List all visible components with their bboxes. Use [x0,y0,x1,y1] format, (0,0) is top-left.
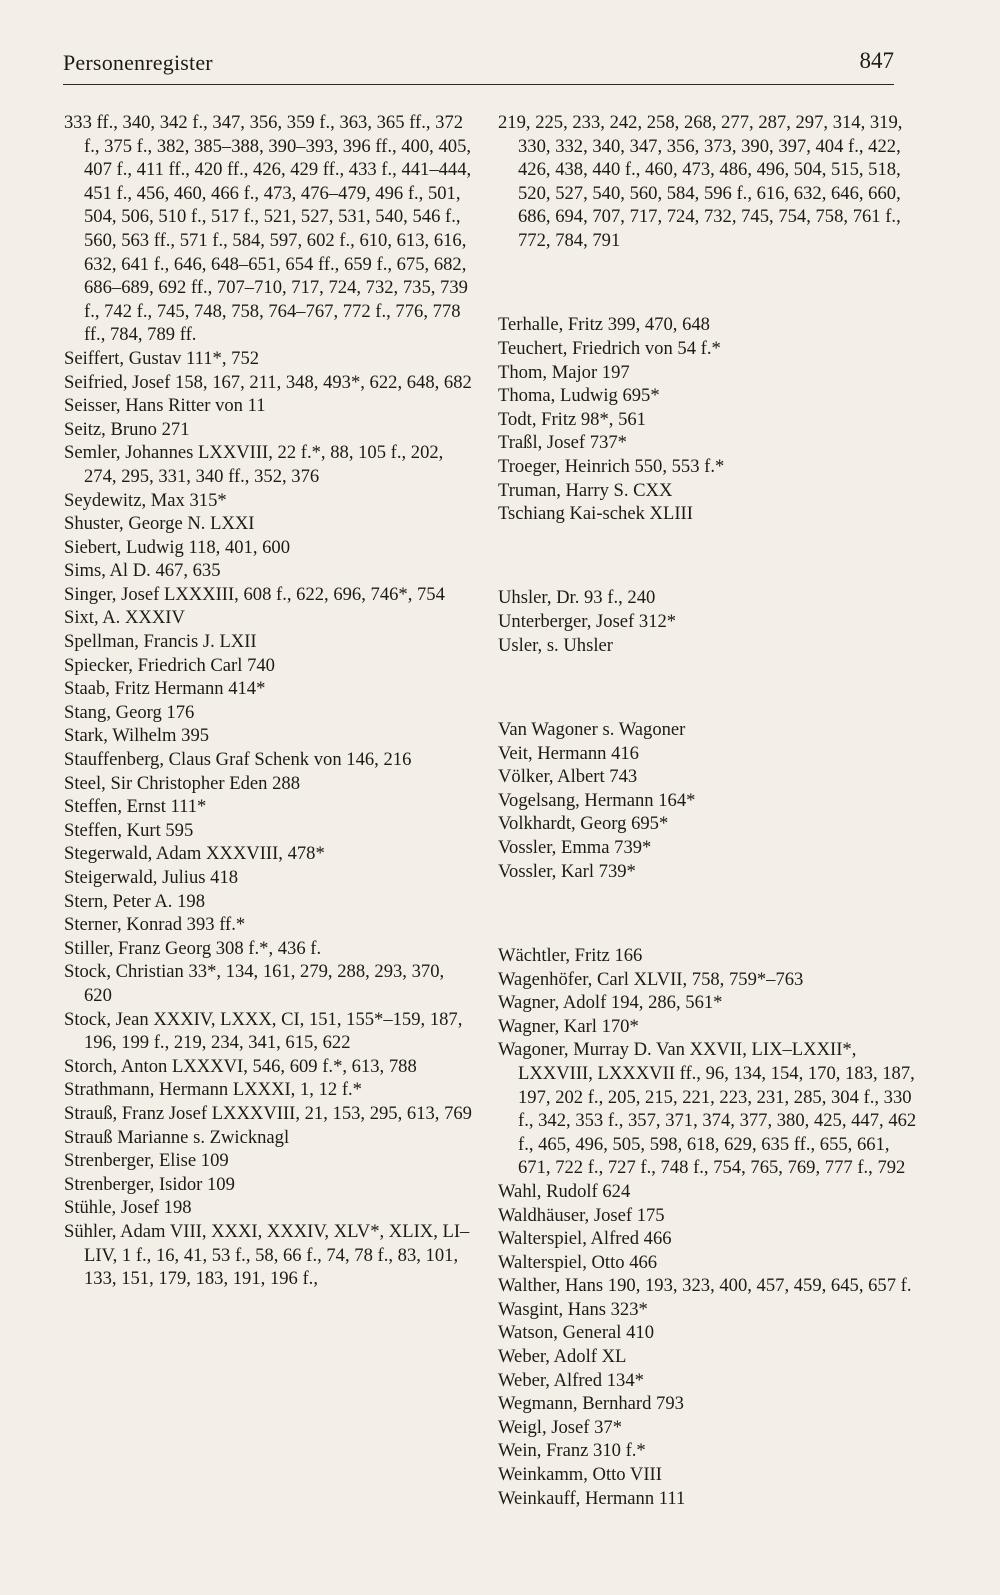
index-entry: Seiffert, Gustav 111*, 752 [64,347,260,369]
index-entry: Stock, Christian 33*, 134, 161, 279, 288, 293, 370, 620 [64,961,445,1006]
index-entry: Thom, Major 197 [498,361,630,383]
index-entry: Vossler, Karl 739* [498,860,636,882]
page-number: 847 [859,48,894,73]
index-entry: 333 ff., 340, 342 f., 347, 356, 359 f., 363, 365 ff., 372 f., 375 f., 382, 385–388, 390–393, 396 ff., 400, 405, 407 f., 411 ff., 420 ff., 426, 429 ff., 433 f., 441–444, 451 f., 456, 460, 466 f., 473, 476–479, 496 f., 501, 504, 506, 510 f., 517 f., 521, 527, 531, 540, 546 f., 560, 563 ff., 571 f., 584, 597, 602 f., 610, 613, 616, 632, 641 f., 646, 648–651, 654 ff., 659 f., 675, 682, 686–689, 692 ff., 707–710, 717, 724, 732, 735, 739 f., 742 f., 745, 748, 758, 764–767, 772 f., 776, 778 ff., 784, 789 ff. [64,112,472,346]
index-entry: Stark, Wilhelm 395 [64,725,210,747]
index-entry: 219, 225, 233, 242, 258, 268, 277, 287, 297, 314, 319, 330, 332, 340, 347, 356, 373, 390, 397, 404 f., 422, 426, 438, 440 f., 460, 473, 486, 496, 504, 515, 518, 520, 527, 540, 560, 584, 596 f., 616, 632, 646, 660, 686, 694, 707, 717, 724, 732, 745, 754, 758, 761 f., 772, 784, 791 [498,112,903,251]
index-entry: Sims, Al D. 467, 635 [64,560,221,582]
index-entry: Steffen, Ernst 111* [64,796,207,818]
page-title: Personenregister [63,50,213,75]
letter-group-gap [498,676,918,700]
index-entry: Seydewitz, Max 315* [64,489,227,511]
index-entry: Siebert, Ludwig 118, 401, 600 [64,536,291,558]
index-entry: Sühler, Adam VIII, XXXI, XXXIV, XLV*, XLIX, LI–LIV, 1 f., 16, 41, 53 f., 58, 66 f., 74, 78 f., 83, 101, 133, 151, 179, 183, 191, 196 f., [64,1220,470,1290]
letter-group-gap [498,544,918,568]
index-entry: Tschiang Kai-schek XLIII [498,503,693,525]
index-entry: Strenberger, Isidor 109 [64,1173,235,1195]
index-entry: Walther, Hans 190, 193, 323, 400, 457, 459, 645, 657 f. [498,1275,912,1297]
index-entry: Spellman, Francis J. LXII [64,631,257,653]
index-entry: Staab, Fritz Hermann 414* [64,678,266,700]
letter-group-gap [498,271,918,295]
index-entry: Wagoner, Murray D. Van XXVII, LIX–LXXII*, LXXVIII, LXXXVII ff., 96, 134, 154, 170, 183, 187, 197, 202 f., 205, 215, 221, 223, 231, 285, 304 f., 330 f., 342, 353 f., 357, 371, 374, 377, 380, 425, 447, 462 f., 465, 496, 505, 598, 618, 629, 635 ff., 655, 661, 671, 722 f., 727 f., 748 f., 754, 765, 769, 777 f., 792 [498,1039,917,1179]
index-entry: Terhalle, Fritz 399, 470, 648 [498,314,710,336]
index-entry: Sterner, Konrad 393 ff.* [64,914,246,936]
index-entry: Strauß, Franz Josef LXXXVIII, 21, 153, 295, 613, 769 [64,1102,472,1124]
index-entry: Vogelsang, Hermann 164* [498,789,696,811]
index-entry: Todt, Fritz 98*, 561 [498,408,646,430]
index-entry: Wein, Franz 310 f.* [498,1440,646,1462]
index-entry: Wasgint, Hans 323* [498,1298,648,1320]
index-entry: Traßl, Josef 737* [498,432,627,454]
index-entry: Steel, Sir Christopher Eden 288 [64,772,301,794]
index-entry: Stegerwald, Adam XXXVIII, 478* [64,843,325,865]
index-entry: Völker, Albert 743 [498,766,638,788]
index-entry: Wahl, Rudolf 624 [498,1180,631,1202]
index-entry: Unterberger, Josef 312* [498,611,677,633]
index-entry: Wegmann, Bernhard 793 [498,1393,684,1415]
index-entry: Spiecker, Friedrich Carl 740 [64,654,275,676]
index-entry: Steigerwald, Julius 418 [64,867,239,888]
index-entry: Thoma, Ludwig 695* [498,385,660,407]
index-entry: Wagner, Adolf 194, 286, 561* [498,992,723,1014]
index-entry: Van Wagoner s. Wagoner [498,719,686,741]
index-entry: Weigl, Josef 37* [498,1416,622,1438]
index-entry: Semler, Johannes LXXVIII, 22 f.*, 88, 105 f., 202, 274, 295, 331, 340 ff., 352, 376 [64,442,444,487]
index-entry: Stern, Peter A. 198 [64,890,205,912]
index-column-right [498,111,918,1510]
index-entry: Usler, s. Uhsler [498,634,613,656]
index-entry: Wagner, Karl 170* [498,1015,639,1037]
index-entry: Stang, Georg 176 [64,701,195,723]
index-entry: Seitz, Bruno 271 [64,418,190,440]
index-entry: Weinkamm, Otto VIII [498,1464,662,1486]
index-entry: Seisser, Hans Ritter von 11 [64,395,266,417]
index-entry: Teuchert, Friedrich von 54 f.* [498,337,721,359]
index-entry: Troeger, Heinrich 550, 553 f.* [498,455,725,477]
index-entry: Stühle, Josef 198 [64,1197,192,1219]
index-entry: Strauß Marianne s. Zwicknagl [64,1126,290,1148]
index-entry: Walterspiel, Otto 466 [498,1251,658,1273]
index-column-left [64,111,474,1291]
index-entry: Sixt, A. XXXIV [64,607,185,629]
index-entry: Singer, Josef LXXXIII, 608 f., 622, 696, 746*, 754 [64,583,445,605]
index-entry: Strathmann, Hermann LXXXI, 1, 12 f.* [64,1079,362,1101]
index-entry: Truman, Harry S. CXX [498,479,673,501]
index-entry: Vossler, Emma 739* [498,837,652,858]
index-entry: Weber, Adolf XL [498,1346,627,1368]
index-entry: Veit, Hermann 416 [498,742,639,764]
index-entry: Wächtler, Fritz 166 [498,944,643,966]
index-entry: Seifried, Josef 158, 167, 211, 348, 493*, 622, 648, 682 [64,371,472,393]
index-entry: Walterspiel, Alfred 466 [498,1228,672,1250]
index-entry: Stiller, Franz Georg 308 f.*, 436 f. [64,937,322,959]
letter-group-gap [498,902,918,926]
index-entry: Watson, General 410 [498,1322,654,1344]
index-entry: Stock, Jean XXXIV, LXXX, CI, 151, 155*–159, 187, 196, 199 f., 219, 234, 341, 615, 622 [64,1008,463,1054]
index-entry: Weinkauff, Hermann 111 [498,1487,686,1509]
index-entry: Waldhäuser, Josef 175 [498,1204,665,1226]
index-entry: Steffen, Kurt 595 [64,819,194,841]
index-entry: Wagenhöfer, Carl XLVII, 758, 759*–763 [498,968,804,990]
running-head [63,44,894,85]
index-entry: Stauffenberg, Claus Graf Schenk von 146, 216 [64,749,412,771]
index-entry: Weber, Alfred 134* [498,1369,644,1391]
index-entry: Shuster, George N. LXXI [64,513,255,535]
index-entry: Storch, Anton LXXXVI, 546, 609 f.*, 613, 788 [64,1055,417,1077]
index-entry: Strenberger, Elise 109 [64,1150,229,1172]
index-entry: Uhsler, Dr. 93 f., 240 [498,587,656,609]
index-entry: Volkhardt, Georg 695* [498,813,669,835]
